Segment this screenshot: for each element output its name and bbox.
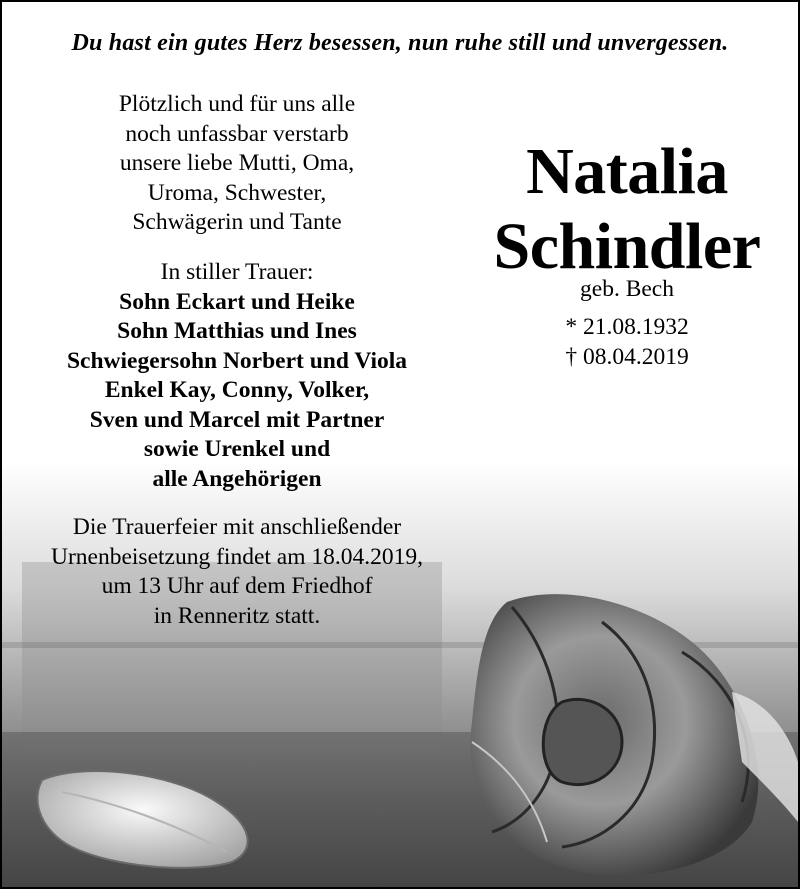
mourner-line: Sven und Marcel mit Partner [89, 406, 385, 433]
funeral-line: um 13 Uhr auf dem Friedhof [101, 573, 373, 599]
intro-line: noch unfassbar verstarb [125, 120, 349, 147]
deceased-last-name: Schindler [493, 210, 761, 283]
motto: Du hast ein gutes Herz besessen, nun ruhe still und unvergessen. [71, 30, 729, 56]
mourner-line: Schwiegersohn Norbert und Viola [66, 347, 408, 374]
intro-line: Schwägerin und Tante [132, 209, 342, 235]
mourner-line: sowie Urenkel und [143, 436, 331, 462]
intro-line: unsere liebe Mutti, Oma, [119, 150, 355, 176]
deceased-details [432, 274, 800, 372]
death-date: † 08.04.2019 [565, 344, 689, 370]
funeral-line: in Renneritz statt. [153, 602, 321, 629]
mourner-line: Enkel Kay, Conny, Volker, [104, 377, 370, 403]
mourners-heading: In stiller Trauer: [160, 259, 314, 285]
mourners-block [22, 258, 452, 494]
intro-line: Uroma, Schwester, [147, 179, 327, 206]
maiden-name: geb. Bech [580, 276, 674, 302]
intro-text [22, 90, 452, 238]
mourner-line: alle Angehörigen [152, 465, 322, 492]
birth-date: * 21.08.1932 [565, 314, 689, 340]
mourner-line: Sohn Eckart und Heike [119, 288, 355, 315]
intro-line: Plötzlich und für uns alle [118, 91, 356, 117]
mourner-line: Sohn Matthias und Ines [117, 318, 357, 344]
funeral-info [22, 513, 452, 631]
funeral-line: Urnenbeisetzung findet am 18.04.2019, [51, 543, 423, 570]
funeral-line: Die Trauerfeier mit anschließender [72, 514, 402, 540]
deceased-first-name: Natalia [526, 135, 728, 208]
